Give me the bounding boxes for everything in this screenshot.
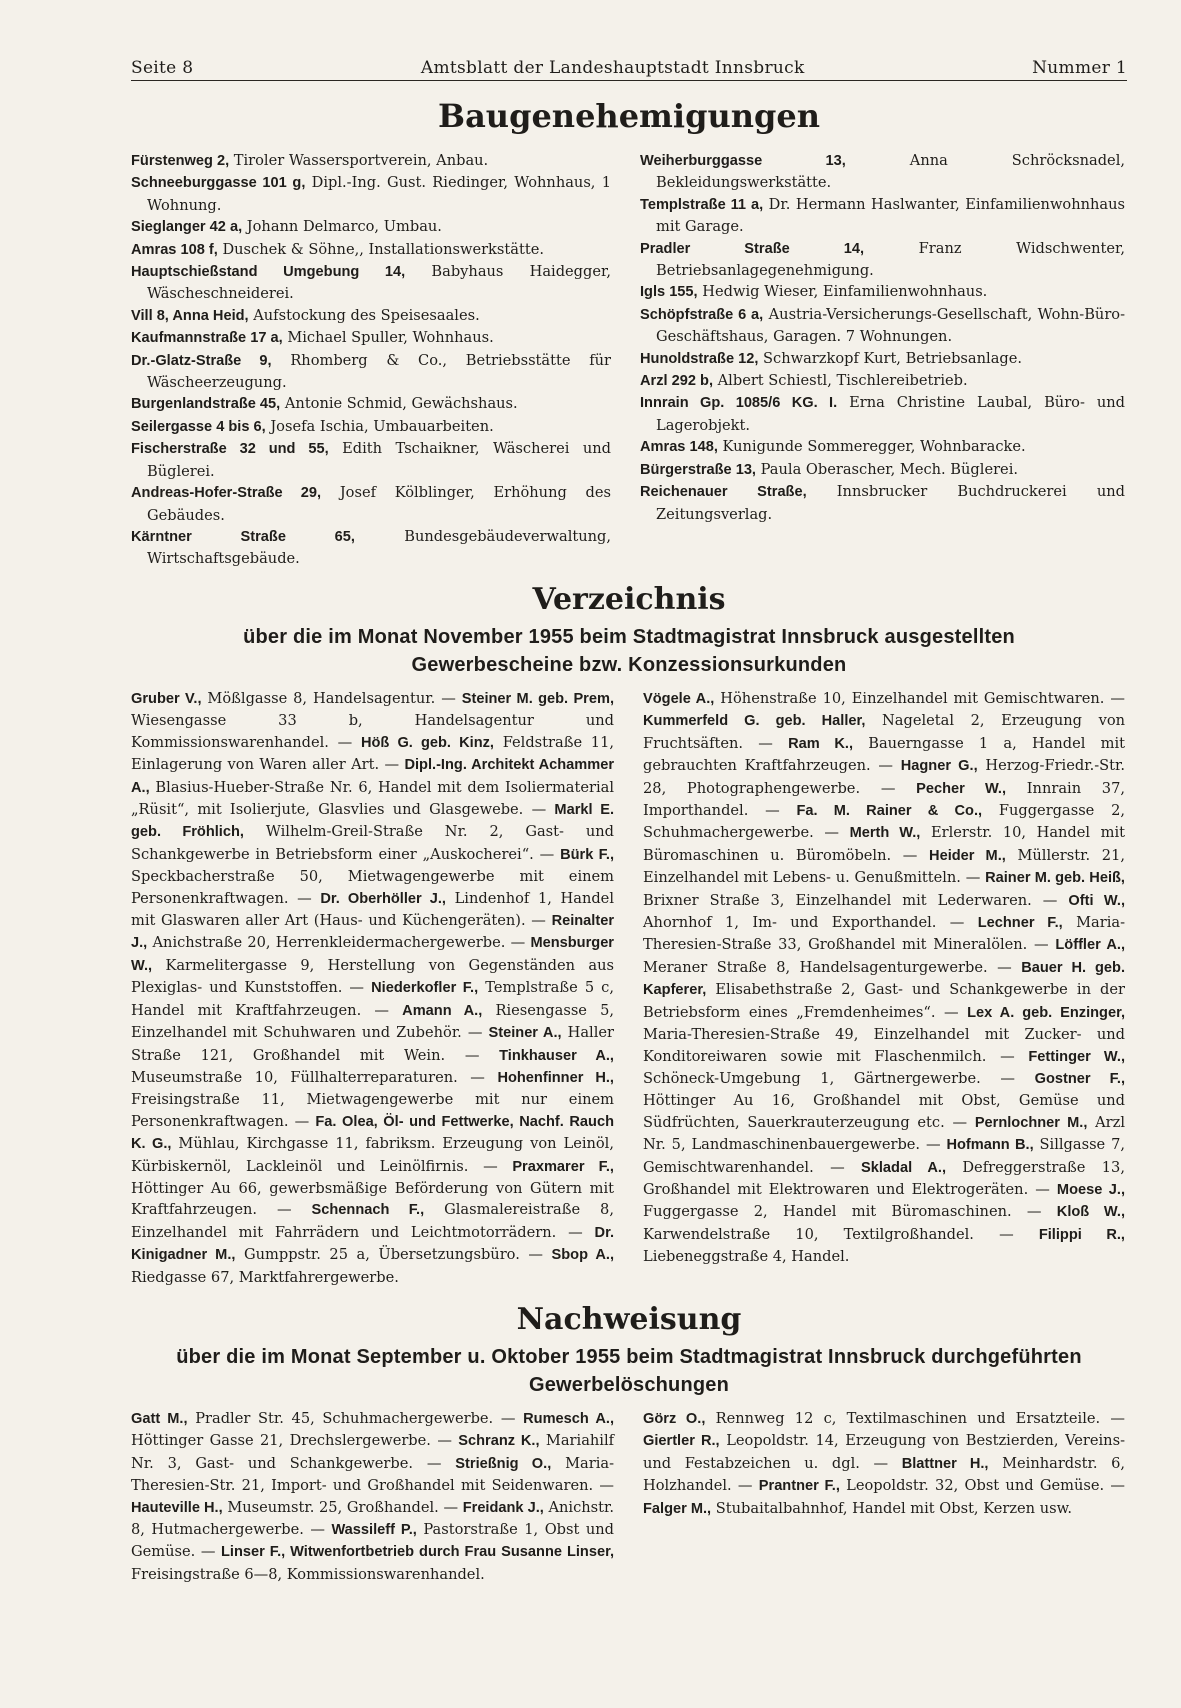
- entry-separator: —: [303, 1521, 332, 1539]
- permit-text: Josefa Ischia, Umbauarbeiten.: [270, 417, 494, 435]
- permit-entry: [640, 281, 1125, 303]
- permit-place: Weiherburggasse 13,: [640, 153, 846, 169]
- permit-entry: [131, 438, 611, 482]
- permit-text: Innsbrucker Buchdruckerei und Zeitungsverlag.: [656, 483, 1125, 523]
- deletion-text: Meinhardstr. 6, Holzhandel.: [643, 1454, 1126, 1495]
- permit-place: Innrain Gp. 1085/6 KG. I.: [640, 395, 838, 412]
- deletion-name: Hauteville H.,: [131, 1499, 223, 1516]
- permit-entry: [131, 526, 611, 570]
- license-text: Nageletal 2, Erzeugung von Fruchtsäften.: [643, 712, 1126, 752]
- license-text: Anichstraße 20, Herrenkleidermachergewerbe.: [152, 934, 506, 952]
- permit-place: Arzl 292 b,: [640, 373, 713, 390]
- license-name: Löffler A.,: [1055, 937, 1126, 954]
- entry-separator: —: [288, 1112, 316, 1130]
- license-text: Gumppstr. 25 a, Übersetzungsbüro.: [243, 1246, 520, 1264]
- permit-entry: [131, 239, 611, 261]
- license-name: Hofmann B.,: [946, 1137, 1034, 1154]
- permit-place: Hauptschießstand Umgebung 14,: [131, 264, 406, 281]
- license-name: Bauer H. geb. Kapferer,: [643, 959, 1126, 999]
- permit-place: Dr.-Glatz-Straße 9,: [131, 352, 272, 369]
- entry-separator: —: [743, 734, 789, 752]
- permit-text: Tiroler Wassersportverein, Anbau.: [233, 152, 489, 169]
- deletions-left-column: [131, 1408, 614, 1585]
- permit-entry: [640, 150, 1125, 194]
- license-name: Bürk F.,: [560, 846, 614, 863]
- permit-place: Sieglanger 42 a,: [131, 219, 243, 236]
- permit-place: Kaufmannstraße 17 a,: [131, 330, 283, 347]
- permit-entry: [640, 370, 1125, 392]
- licenses-subtitle-line1: über die im Monat November 1955 beim Stadtmagistrat Innsbruck ausgestellten: [243, 626, 1015, 648]
- license-text: Speckbacherstraße 50, Mietwagengewerbe mit einem Personenkraftwagen.: [131, 868, 614, 907]
- license-text: Erlerstr. 10, Handel mit Büromaschinen u. Büromöbeln.: [643, 824, 1126, 864]
- entry-separator: —: [593, 1477, 614, 1495]
- deletion-text: Pastorstraße 1, Obst und Gemüse.: [131, 1521, 615, 1561]
- license-text: Brixner Straße 3, Einzelhandel mit Lederwaren.: [643, 891, 1032, 909]
- license-name: Schennach F.,: [311, 1202, 425, 1219]
- license-name: Dr. Oberhöller J.,: [320, 890, 446, 907]
- entry-separator: —: [438, 1498, 463, 1516]
- permit-text: Anna Schröcksnadel, Bekleidungswerkstätte.: [656, 152, 1125, 192]
- license-text: Wilhelm-Greil-Straße Nr. 2, Gast- und Schankgewerbe in Betriebsform einer „Auskocherei“.: [131, 823, 615, 863]
- entry-separator: —: [556, 1223, 595, 1241]
- license-text: Defreggerstraße 13, Großhandel mit Elektrowaren und Elektrogeräten.: [643, 1158, 1125, 1198]
- deletion-text: Rennweg 12 c, Textilmaschinen und Ersatzteile.: [715, 1410, 1101, 1427]
- deletion-text: Pradler Str. 45, Schuhmachergewerbe.: [195, 1410, 494, 1427]
- license-text: Arzl Nr. 5, Landmaschinenbauergewerbe.: [643, 1113, 1126, 1154]
- entry-separator: —: [813, 824, 850, 842]
- permit-entry: [131, 482, 611, 526]
- issue-label: Nummer 1: [1032, 58, 1127, 78]
- permit-entry: [131, 261, 611, 305]
- permit-text: Erna Christine Laubal, Büro- und Lagerobjekt.: [656, 394, 1125, 434]
- entry-separator: —: [986, 1047, 1029, 1065]
- entry-separator: —: [960, 869, 986, 887]
- permit-place: Burgenlandstraße 45,: [131, 396, 281, 413]
- license-text: Herzog-Friedr.-Str. 28, Photographengewerbe.: [643, 757, 1126, 797]
- permits-right-column: [640, 150, 1125, 525]
- license-text: Riedgasse 67, Marktfahrergewerbe.: [131, 1268, 399, 1286]
- licenses-subtitle-line2: Gewerbescheine bzw. Konzessionsurkunden: [411, 654, 847, 676]
- license-name: Hohenfinner H.,: [497, 1069, 614, 1086]
- entry-separator: —: [980, 1069, 1035, 1087]
- license-text: Mühlau, Kirchgasse 11, fabriksm. Erzeugung von Leinöl, Kürbiskernöl, Lackleinöl und Leinölfirnis.: [131, 1135, 614, 1175]
- licenses-right-column: [643, 688, 1125, 1268]
- entry-separator: —: [457, 1068, 498, 1086]
- entry-separator: —: [493, 1410, 524, 1427]
- licenses-right-paragraph: [643, 688, 1125, 1268]
- permit-place: Amras 108 f,: [131, 241, 218, 258]
- permit-text: Josef Kölblinger, Erhöhung des Gebäudes.: [147, 484, 611, 524]
- entry-separator: —: [525, 912, 552, 930]
- license-text: Maria-Theresien-Straße 49, Einzelhandel mit Zucker- und Konditoreiwaren sowie mit Flaschenmilch.: [643, 1026, 1125, 1065]
- deletion-text: Anichstr. 8, Hutmachergewerbe.: [131, 1498, 615, 1539]
- entry-separator: —: [1104, 690, 1125, 707]
- entry-separator: —: [748, 802, 797, 820]
- entry-separator: —: [1027, 936, 1056, 954]
- permit-entry: [640, 194, 1125, 238]
- entry-separator: —: [987, 958, 1022, 976]
- deletion-name: Wassileff P.,: [331, 1522, 417, 1539]
- license-text: Höttinger Au 16, Großhandel mit Obst, Gemüse und Südfrüchten, Sauerkrauterzeugung etc.: [643, 1092, 1125, 1131]
- license-name: Reinalter J.,: [131, 913, 615, 952]
- license-name: Ofti W.,: [1068, 892, 1126, 909]
- license-text: Müllerstr. 21, Einzelhandel mit Lebens- u. Genußmitteln.: [643, 846, 1125, 887]
- license-text: Bauerngasse 1 a, Handel mit gebrauchten Kraftfahrzeugen.: [643, 734, 1126, 775]
- entry-separator: —: [413, 1454, 456, 1472]
- license-text: Schöneck-Umgebung 1, Gärtnergewerbe.: [643, 1069, 981, 1087]
- entry-separator: —: [461, 1024, 489, 1042]
- permit-text: Johann Delmarco, Umbau.: [246, 218, 442, 236]
- license-text: Feldstraße 11, Einlagerung von Waren aller Art.: [131, 733, 614, 774]
- license-text: Innrain 37, Importhandel.: [643, 779, 1126, 820]
- deletions-left-paragraph: [131, 1408, 614, 1585]
- entry-separator: —: [944, 1113, 975, 1131]
- entry-separator: —: [860, 779, 917, 797]
- permit-text: Hedwig Wieser, Einfamilienwohnhaus.: [702, 283, 988, 301]
- entry-separator: —: [1104, 1477, 1125, 1495]
- license-text: Fuggergasse 2, Schuhmachergewerbe.: [643, 802, 1126, 842]
- entry-separator: —: [920, 1136, 947, 1154]
- entry-separator: —: [195, 1543, 222, 1561]
- permit-place: Schöpfstraße 6 a,: [640, 306, 764, 323]
- deletions-right-column: [643, 1408, 1125, 1520]
- license-text: Höhenstraße 10, Einzelhandel mit Gemischtwaren.: [720, 690, 1105, 707]
- permit-place: Kärntner Straße 65,: [131, 528, 355, 545]
- permit-entry: [640, 392, 1125, 436]
- license-text: Templstraße 5 c, Handel mit Kraftfahrzeugen.: [131, 979, 614, 1019]
- license-name: Merth W.,: [849, 825, 921, 842]
- permit-entry: [640, 459, 1125, 481]
- license-name: Vögele A.,: [643, 691, 715, 707]
- license-name: Heider M.,: [929, 847, 1006, 864]
- entry-separator: —: [288, 889, 321, 907]
- permit-entry: [640, 436, 1125, 458]
- permit-place: Andreas-Hofer-Straße 29,: [131, 485, 322, 502]
- license-name: Steiner M. geb. Prem,: [461, 691, 614, 707]
- permit-entry: [131, 305, 611, 327]
- license-name: Pernlochner M.,: [974, 1114, 1088, 1131]
- header-rule: [131, 80, 1127, 81]
- permit-text: Schwarzkopf Kurt, Betriebsanlage.: [763, 349, 1023, 367]
- permit-text: Franz Widschwenter, Betriebsanlagegenehmigung.: [656, 239, 1126, 280]
- entry-separator: —: [505, 934, 531, 952]
- entry-separator: —: [935, 1003, 968, 1021]
- permits-title: Baugenehemigungen: [438, 97, 820, 135]
- license-name: Kummerfeld G. geb. Haller,: [643, 713, 866, 730]
- permit-place: Vill 8, Anna Heid,: [131, 307, 249, 324]
- permit-place: Bürgerstraße 13,: [640, 461, 756, 478]
- license-name: Sbop A.,: [551, 1247, 615, 1264]
- permit-text: Austria-Versicherungs-Gesellschaft, Wohn-Büro-Geschäftshaus, Garagen. 7 Wohnungen.: [656, 305, 1126, 346]
- deletion-name: Blattner H.,: [901, 1455, 989, 1472]
- deletion-text: Stubaitalbahnhof, Handel mit Obst, Kerzen usw.: [715, 1499, 1072, 1517]
- deletion-name: Rumesch A.,: [523, 1411, 615, 1427]
- publication-title: Amtsblatt der Landeshauptstadt Innsbruck: [420, 58, 805, 78]
- permit-place: Reichenauer Straße,: [640, 484, 807, 501]
- license-name: Lex A. geb. Enzinger,: [967, 1004, 1125, 1021]
- licenses-left-column: [131, 688, 614, 1288]
- deletion-text: Museumstr. 25, Großhandel.: [227, 1498, 439, 1516]
- permit-entry: [131, 150, 611, 172]
- entry-separator: —: [523, 801, 555, 819]
- license-name: Mensburger W.,: [131, 935, 614, 974]
- entry-separator: —: [430, 1432, 459, 1450]
- entry-separator: —: [533, 845, 561, 863]
- license-name: Kloß W.,: [1056, 1204, 1125, 1221]
- entry-separator: —: [891, 846, 930, 864]
- license-name: Praxmarer F.,: [512, 1158, 614, 1175]
- permit-place: Fischerstraße 32 und 55,: [131, 441, 329, 458]
- entry-separator: —: [859, 1454, 902, 1472]
- license-name: Fettinger W.,: [1028, 1048, 1125, 1065]
- license-text: Höttinger Au 66, gewerbsmäßige Beförderung von Gütern mit Kraftfahrzeugen.: [131, 1179, 614, 1219]
- license-text: Lindenhof 1, Handel mit Glaswaren aller Art (Haus- und Küchengeräten).: [131, 889, 614, 930]
- deletion-name: Schranz K.,: [458, 1433, 540, 1450]
- deletion-name: Falger M.,: [643, 1500, 712, 1517]
- license-name: Dr. Kinigadner M.,: [131, 1224, 614, 1264]
- permit-text: Dr. Hermann Haslwanter, Einfamilienwohnhaus mit Garage.: [656, 195, 1126, 236]
- license-name: Amann A.,: [402, 1002, 483, 1019]
- license-text: Maria-Theresien-Straße 33, Großhandel mit Mineralölen.: [643, 914, 1126, 954]
- entry-separator: —: [328, 733, 361, 751]
- licenses-left-paragraph: [131, 688, 614, 1288]
- entry-separator: —: [379, 756, 405, 774]
- entry-separator: —: [1100, 1410, 1126, 1427]
- permit-place: Seilergasse 4 bis 6,: [131, 418, 266, 435]
- deletions-subtitle-line2: Gewerbelöschungen: [528, 1374, 730, 1396]
- license-text: Freisingstraße 11, Mietwagengewerbe mit nur einem Personenkraftwagen.: [131, 1091, 614, 1130]
- license-text: Glasmalereistraße 8, Einzelhandel mit Fahrrädern und Leichtmotorrädern.: [131, 1201, 614, 1241]
- license-text: Liebeneggstraße 4, Handel.: [643, 1248, 850, 1266]
- license-name: Ram K.,: [788, 735, 853, 752]
- permit-place: Templstraße 11 a,: [640, 196, 764, 213]
- permit-place: Schneeburggasse 101 g,: [131, 175, 306, 192]
- deletion-name: Giertler R.,: [643, 1433, 720, 1450]
- license-text: Mößlgasse 8, Handelsagentur.: [207, 690, 436, 707]
- permits-left-column: [131, 150, 611, 570]
- license-text: Elisabethstraße 2, Gast- und Schankgewerbe in der Betriebsform eines „Fremdenheimes“.: [643, 981, 1125, 1021]
- license-name: Skladal A.,: [861, 1159, 946, 1176]
- permit-text: Dipl.-Ing. Gust. Riedinger, Wohnhaus, 1 Wohnung.: [147, 174, 611, 214]
- permit-place: Hunoldstraße 12,: [640, 350, 759, 367]
- entry-separator: —: [870, 757, 901, 775]
- deletions-right-paragraph: [643, 1408, 1125, 1520]
- entry-separator: —: [435, 690, 462, 707]
- license-text: Karmelitergasse 9, Herstellung von Gegenständen aus Plexiglas- und Kunststoffen.: [131, 956, 614, 997]
- license-text: Haller Straße 121, Großhandel mit Wein.: [131, 1024, 614, 1064]
- permit-place: Amras 148,: [640, 439, 718, 456]
- permit-entry: [640, 304, 1125, 348]
- license-name: Fa. Olea, Öl- und Fettwerke, Nachf. Rauch K. G.,: [131, 1113, 614, 1153]
- deletion-name: Prantner F.,: [758, 1478, 840, 1495]
- permit-text: Aufstockung des Speisesaales.: [253, 306, 480, 324]
- deletion-text: Höttinger Gasse 21, Drechslergewerbe.: [131, 1432, 431, 1450]
- page-header: [131, 48, 1127, 78]
- license-name: Niederkofler F.,: [371, 980, 479, 997]
- license-text: Blasius-Hueber-Straße Nr. 6, Handel mit dem Isoliermaterial „Rüsit“, mit Isolierjute, Glasvlies und Glasgewebe.: [131, 778, 614, 819]
- license-name: Gruber V.,: [131, 691, 202, 707]
- license-name: Markl E. geb. Fröhlich,: [131, 802, 614, 841]
- permit-entry: [131, 416, 611, 438]
- entry-separator: —: [813, 1158, 862, 1176]
- deletion-text: Maria-Theresien-Str. 21, Import- und Großhandel mit Seidenwaren.: [131, 1454, 615, 1495]
- permit-text: Duschek & Söhne,, Installationswerkstätte.: [222, 240, 544, 258]
- permit-text: Paula Oberascher, Mech. Büglerei.: [760, 460, 1018, 478]
- entry-separator: —: [973, 1225, 1039, 1243]
- license-text: Fuggergasse 2, Handel mit Büromaschinen.: [643, 1203, 1012, 1221]
- permit-entry: [640, 481, 1125, 525]
- permit-place: Pradler Straße 14,: [640, 240, 865, 257]
- permit-text: Albert Schiestl, Tischlereibetrieb.: [717, 372, 968, 390]
- license-name: Fa. M. Rainer & Co.,: [796, 803, 983, 820]
- deletion-name: Gatt M.,: [131, 1411, 188, 1427]
- permit-entry: [131, 172, 611, 216]
- licenses-title: Verzeichnis: [532, 582, 726, 617]
- entry-separator: —: [1031, 891, 1069, 909]
- entry-separator: —: [257, 1201, 312, 1219]
- page-label: Seite 8: [131, 58, 194, 78]
- permit-entry: [640, 348, 1125, 370]
- deletion-name: Görz O.,: [643, 1411, 706, 1427]
- entry-separator: —: [468, 1157, 513, 1175]
- license-name: Dipl.-Ing. Architekt Achammer A.,: [131, 757, 615, 796]
- license-name: Steiner A.,: [488, 1025, 562, 1042]
- deletions-subtitle-line1: über die im Monat September u. Oktober 1955 beim Stadtmagistrat Innsbruck durchgeführten: [176, 1346, 1082, 1368]
- entry-separator: —: [519, 1246, 552, 1264]
- deletion-text: Leopoldstr. 14, Erzeugung von Bestzierden, Vereins- und Festabzeichen u. dgl.: [643, 1432, 1126, 1472]
- entry-separator: —: [731, 1477, 759, 1495]
- deletion-name: Strießnig O.,: [455, 1455, 552, 1472]
- permit-text: Edith Tschaikner, Wäscherei und Büglerei.: [147, 440, 612, 480]
- license-text: Museumstraße 10, Füllhalterreparaturen.: [131, 1068, 458, 1086]
- permit-entry: [131, 393, 611, 415]
- license-name: Rainer M. geb. Heiß,: [985, 870, 1125, 887]
- entry-separator: —: [445, 1046, 500, 1064]
- license-name: Pecher W.,: [916, 780, 1007, 797]
- entry-separator: —: [361, 1001, 403, 1019]
- license-text: Meraner Straße 8, Handelsagenturgewerbe.: [643, 958, 988, 976]
- deletion-name: Linser F., Witwenfortbetrieb durch Frau Susanne Linser,: [221, 1544, 614, 1561]
- permit-place: Fürstenweg 2,: [131, 153, 230, 169]
- license-name: Hagner G.,: [900, 758, 978, 775]
- license-text: Riesengasse 5, Einzelhandel mit Schuhwaren und Zubehör.: [131, 1001, 615, 1042]
- entry-separator: —: [936, 914, 978, 932]
- permit-text: Rhomberg & Co., Betriebsstätte für Wäscheerzeugung.: [147, 351, 611, 392]
- license-text: Karwendelstraße 10, Textilgroßhandel.: [643, 1225, 974, 1243]
- deletion-name: Freidank J.,: [462, 1499, 544, 1516]
- permit-text: Bundesgebäudeverwaltung, Wirtschaftsgebäude.: [147, 527, 611, 568]
- entry-separator: —: [342, 979, 372, 997]
- permit-text: Kunigunde Sommeregger, Wohnbaracke.: [722, 438, 1026, 456]
- license-name: Lechner F.,: [977, 915, 1063, 932]
- license-name: Gostner F.,: [1034, 1070, 1126, 1087]
- license-name: Höß G. geb. Kinz,: [360, 734, 494, 751]
- permit-place: Igls 155,: [640, 284, 698, 301]
- permit-text: Antonie Schmid, Gewächshaus.: [284, 395, 518, 413]
- permit-entry: [131, 216, 611, 238]
- permit-entry: [131, 327, 611, 349]
- license-text: Wiesengasse 33 b, Handelsagentur und Kommissionswarenhandel.: [131, 712, 614, 751]
- license-text: Sillgasse 7, Gemischtwarenhandel.: [643, 1136, 1125, 1176]
- deletions-title: Nachweisung: [516, 1302, 742, 1337]
- permit-text: Michael Spuller, Wohnhaus.: [287, 329, 494, 347]
- deletion-text: Leopoldstr. 32, Obst und Gemüse.: [846, 1477, 1105, 1495]
- permit-text: Babyhaus Haidegger, Wäscheschneiderei.: [147, 263, 612, 303]
- entry-separator: —: [1011, 1203, 1057, 1221]
- permit-entry: [131, 350, 611, 394]
- license-name: Filippi R.,: [1038, 1226, 1125, 1243]
- license-name: Moese J.,: [1056, 1181, 1126, 1198]
- deletion-text: Freisingstraße 6—8, Kommissionswarenhandel.: [131, 1565, 485, 1583]
- license-text: Ahornhof 1, Im- und Exporthandel.: [643, 914, 937, 932]
- deletion-text: Mariahilf Nr. 3, Gast- und Schankgewerbe.: [131, 1432, 615, 1472]
- permit-entry: [640, 238, 1125, 282]
- entry-separator: —: [1028, 1180, 1057, 1198]
- license-name: Tinkhauser A.,: [499, 1047, 614, 1064]
